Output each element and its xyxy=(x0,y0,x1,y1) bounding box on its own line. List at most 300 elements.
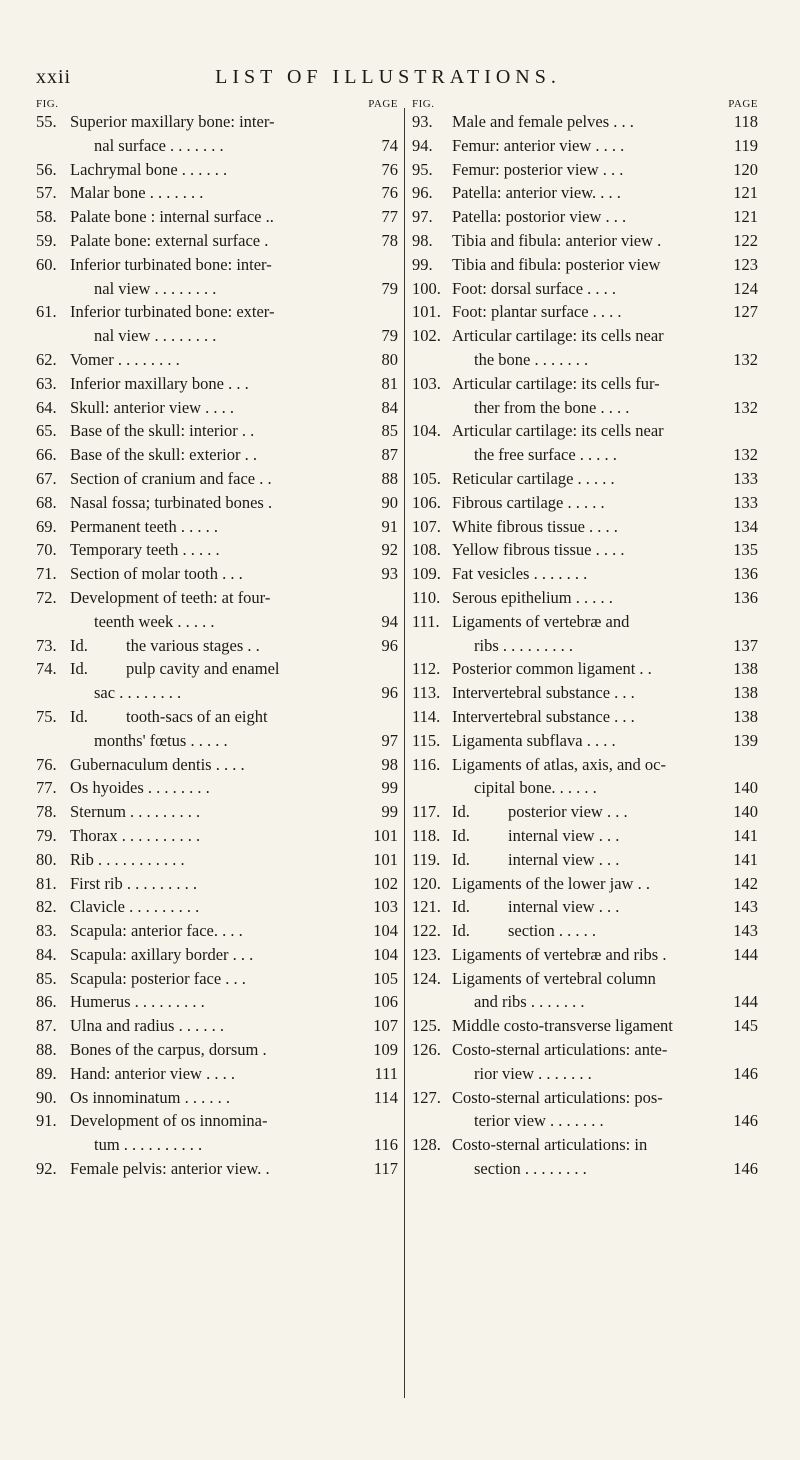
entry-text: Id. section . . . . . xyxy=(452,919,724,943)
illustration-list-left xyxy=(36,110,398,1181)
list-entry xyxy=(36,1062,398,1086)
fig-number: 93. xyxy=(412,112,433,131)
entry-text: Vomer . . . . . . . . xyxy=(70,349,180,369)
fig-number: 58. xyxy=(36,207,57,227)
fig-label: FIG. xyxy=(36,98,59,110)
entry-text: First rib . . . . . . . . . xyxy=(70,873,197,893)
list-entry xyxy=(412,515,758,539)
page-ref: 127 xyxy=(733,302,758,322)
entry-line xyxy=(412,253,758,277)
left-column xyxy=(36,92,398,1181)
running-title: LIST OF ILLUSTRATIONS. xyxy=(215,66,561,88)
list-entry xyxy=(412,158,758,182)
entry-line xyxy=(36,158,398,182)
fig-number: 118. xyxy=(412,825,441,845)
entry-line xyxy=(412,419,758,443)
page-ref: 105 xyxy=(373,968,398,988)
list-entry xyxy=(36,1086,398,1110)
entry-text: Scapula: posterior face . . . xyxy=(70,968,246,988)
page-ref: 102 xyxy=(373,873,398,893)
entry-text: Fibrous cartilage . . . . . xyxy=(452,492,605,512)
page-label: PAGE xyxy=(728,98,758,110)
fig-number: 67. xyxy=(36,468,57,488)
fig-number: 74. xyxy=(36,659,57,679)
entry-text: ther from the bone . . . . xyxy=(474,397,630,417)
list-entry xyxy=(36,181,398,205)
entry-text: Ligaments of the lower jaw . . xyxy=(452,873,650,893)
fig-number: 85. xyxy=(36,968,57,988)
page-ref: 138 xyxy=(733,683,758,703)
entry-text: Id. internal view . . . xyxy=(452,848,724,872)
fig-number: 82. xyxy=(36,897,57,917)
page-ref: 146 xyxy=(733,1111,758,1131)
entry-line xyxy=(36,895,398,919)
page-ref: 99 xyxy=(381,778,398,798)
page-ref: 88 xyxy=(381,468,398,488)
fig-number: 63. xyxy=(36,373,57,393)
entry-text: Id. pulp cavity and enamel xyxy=(70,657,398,681)
list-entry xyxy=(412,1038,758,1086)
page-ref: 98 xyxy=(381,754,398,774)
page-label: PAGE xyxy=(368,98,398,110)
column-header xyxy=(412,92,758,110)
page-ref: 74 xyxy=(381,135,398,155)
page-ref: 79 xyxy=(381,278,398,298)
entry-line xyxy=(412,681,758,705)
entry-line xyxy=(36,515,398,539)
page-ref: 119 xyxy=(733,135,758,155)
page-ref: 96 xyxy=(381,683,398,703)
fig-number: 80. xyxy=(36,849,57,869)
page-ref: 104 xyxy=(373,921,398,941)
fig-number: 99. xyxy=(412,254,433,274)
page-ref: 101 xyxy=(373,825,398,845)
ibid-label: Id. xyxy=(70,706,88,726)
entry-line xyxy=(412,848,758,872)
ibid-label: Id. xyxy=(452,897,470,917)
entry-text: Ligaments of atlas, axis, and oc- xyxy=(452,754,666,774)
page-ref: 121 xyxy=(733,183,758,203)
entry-line xyxy=(412,990,758,1014)
list-entry xyxy=(412,586,758,610)
entry-text: nal view . . . . . . . . xyxy=(94,326,217,346)
page-ref: 146 xyxy=(733,1159,758,1179)
entry-line xyxy=(412,586,758,610)
entry-text: Development of teeth: at four- xyxy=(70,587,271,607)
fig-number: 81. xyxy=(36,873,57,893)
fig-number: 98. xyxy=(412,230,433,250)
fig-number: 64. xyxy=(36,397,57,417)
fig-number: 96. xyxy=(412,183,433,203)
entry-line xyxy=(412,610,758,634)
page-ref: 137 xyxy=(733,635,758,655)
fig-number: 87. xyxy=(36,1016,57,1036)
page-ref: 132 xyxy=(733,397,758,417)
page-ref: 80 xyxy=(381,349,398,369)
entry-text: Ligaments of vertebræ and ribs . xyxy=(452,944,667,964)
page-ref: 141 xyxy=(733,849,758,869)
entry-line xyxy=(412,943,758,967)
list-entry xyxy=(412,705,758,729)
ibid-label: Id. xyxy=(452,921,470,941)
fig-number: 100. xyxy=(412,278,441,298)
entry-line xyxy=(412,1062,758,1086)
list-entry xyxy=(412,277,758,301)
list-entry xyxy=(412,562,758,586)
entry-line xyxy=(412,1157,758,1181)
entry-text: Hand: anterior view . . . . xyxy=(70,1063,235,1083)
entry-line xyxy=(412,205,758,229)
entry-text: Patella: postorior view . . . xyxy=(452,207,627,227)
entry-line xyxy=(36,205,398,229)
entry-text: Thorax . . . . . . . . . . xyxy=(70,825,201,845)
entry-line xyxy=(36,990,398,1014)
entry-text: cipital bone. . . . . . xyxy=(474,778,597,798)
fig-number: 94. xyxy=(412,135,433,155)
entry-text: the bone . . . . . . . xyxy=(474,349,589,369)
list-entry xyxy=(36,990,398,1014)
fig-number: 70. xyxy=(36,540,57,560)
page-ref: 144 xyxy=(733,944,758,964)
entry-text: Articular cartilage: its cells near xyxy=(452,326,664,346)
entry-text: Id. internal view . . . xyxy=(452,824,724,848)
entry-line xyxy=(36,634,398,658)
entry-line xyxy=(36,1109,398,1133)
entry-text: Temporary teeth . . . . . xyxy=(70,540,220,560)
fig-number: 103. xyxy=(412,373,441,393)
entry-text: Section of molar tooth . . . xyxy=(70,564,243,584)
entry-text: ribs . . . . . . . . . xyxy=(474,635,573,655)
entry-text: section . . . . . . . . xyxy=(474,1159,587,1179)
ibid-label: Id. xyxy=(452,825,470,845)
page-ref: 116 xyxy=(373,1135,398,1155)
page-ref: 143 xyxy=(733,897,758,917)
page-ref: 118 xyxy=(733,112,758,131)
entry-text: Base of the skull: interior . . xyxy=(70,421,255,441)
list-entry xyxy=(412,229,758,253)
entry-text: Nasal fossa; turbinated bones . xyxy=(70,492,273,512)
fig-number: 124. xyxy=(412,968,441,988)
entry-line xyxy=(412,729,758,753)
list-entry xyxy=(412,324,758,372)
entry-line xyxy=(36,1157,398,1181)
fig-number: 69. xyxy=(36,516,57,536)
entry-text: nal surface . . . . . . . xyxy=(94,135,224,155)
entry-text: Ligaments of vertebræ and xyxy=(452,611,630,631)
list-entry xyxy=(36,205,398,229)
entry-line xyxy=(36,824,398,848)
entry-text: Superior maxillary bone: inter- xyxy=(70,112,275,131)
page-ref: 104 xyxy=(373,944,398,964)
entry-text: Patella: anterior view. . . . xyxy=(452,183,621,203)
fig-number: 112. xyxy=(412,659,441,679)
list-entry xyxy=(412,491,758,515)
entry-line xyxy=(412,1086,758,1110)
list-entry xyxy=(36,396,398,420)
entry-text: White fibrous tissue . . . . xyxy=(452,516,618,536)
fig-number: 127. xyxy=(412,1087,441,1107)
entry-line xyxy=(36,681,398,705)
entry-line xyxy=(36,848,398,872)
list-entry xyxy=(36,372,398,396)
entry-line xyxy=(36,562,398,586)
fig-number: 125. xyxy=(412,1016,441,1036)
list-entry xyxy=(36,586,398,634)
entry-line xyxy=(36,753,398,777)
fig-number: 72. xyxy=(36,587,57,607)
page-ref: 94 xyxy=(381,611,398,631)
entry-line xyxy=(412,824,758,848)
page-ref: 78 xyxy=(381,230,398,250)
entry-text: Rib . . . . . . . . . . . xyxy=(70,849,185,869)
page-ref: 143 xyxy=(733,921,758,941)
fig-number: 77. xyxy=(36,778,57,798)
entry-text: Os innominatum . . . . . . xyxy=(70,1087,230,1107)
entry-line xyxy=(412,1109,758,1133)
fig-number: 102. xyxy=(412,326,441,346)
entry-text: rior view . . . . . . . xyxy=(474,1063,592,1083)
fig-number: 86. xyxy=(36,992,57,1012)
entry-text: Fat vesicles . . . . . . . xyxy=(452,564,588,584)
fig-number: 90. xyxy=(36,1087,57,1107)
fig-number: 119. xyxy=(412,849,441,869)
list-entry xyxy=(36,634,398,658)
ibid-label: Id. xyxy=(70,635,88,655)
page-ref: 84 xyxy=(381,397,398,417)
list-entry xyxy=(36,443,398,467)
fig-number: 122. xyxy=(412,921,441,941)
entry-text: Clavicle . . . . . . . . . xyxy=(70,897,200,917)
entry-line xyxy=(412,110,758,134)
entry-line xyxy=(36,919,398,943)
fig-number: 61. xyxy=(36,302,57,322)
entry-line xyxy=(412,467,758,491)
page-ref: 140 xyxy=(733,802,758,822)
page-ref: 91 xyxy=(381,516,398,536)
fig-number: 114. xyxy=(412,706,441,726)
entry-line xyxy=(412,1038,758,1062)
entry-line xyxy=(412,372,758,396)
entry-text: tum . . . . . . . . . . xyxy=(94,1135,203,1155)
page-ref: 87 xyxy=(381,445,398,465)
fig-number: 75. xyxy=(36,706,57,726)
entry-text: Lachrymal bone . . . . . . xyxy=(70,159,228,179)
entry-text: Scapula: axillary border . . . xyxy=(70,944,254,964)
fig-number: 101. xyxy=(412,302,441,322)
entry-line xyxy=(412,348,758,372)
entry-text: Humerus . . . . . . . . . xyxy=(70,992,205,1012)
entry-line xyxy=(36,729,398,753)
entry-text: Id. tooth-sacs of an eight xyxy=(70,705,398,729)
list-entry xyxy=(412,253,758,277)
entry-line xyxy=(412,134,758,158)
list-entry xyxy=(412,1014,758,1038)
entry-text: and ribs . . . . . . . xyxy=(474,992,585,1012)
entry-text: Costo-sternal articulations: in xyxy=(452,1135,648,1155)
entry-text: Scapula: anterior face. . . . xyxy=(70,921,243,941)
fig-number: 110. xyxy=(412,587,441,607)
entry-line xyxy=(36,324,398,348)
fig-number: 68. xyxy=(36,492,57,512)
page-ref: 132 xyxy=(733,349,758,369)
page-ref: 139 xyxy=(733,730,758,750)
page-ref: 141 xyxy=(733,825,758,845)
entry-text: Femur: anterior view . . . . xyxy=(452,135,625,155)
fig-number: 111. xyxy=(412,611,440,631)
list-entry xyxy=(36,110,398,158)
page-ref: 85 xyxy=(381,421,398,441)
fig-number: 66. xyxy=(36,445,57,465)
entry-text: Inferior turbinated bone: inter- xyxy=(70,254,272,274)
entry-line xyxy=(412,872,758,896)
entry-text: Sternum . . . . . . . . . xyxy=(70,802,201,822)
page-ref: 101 xyxy=(373,849,398,869)
fig-number: 104. xyxy=(412,421,441,441)
entry-line xyxy=(412,1014,758,1038)
entry-line xyxy=(412,443,758,467)
entry-text: Foot: plantar surface . . . . xyxy=(452,302,622,322)
entry-text: Id. posterior view . . . xyxy=(452,800,724,824)
fig-number: 91. xyxy=(36,1111,57,1131)
list-entry xyxy=(36,657,398,705)
page-ref: 81 xyxy=(381,373,398,393)
entry-text: Id. the various stages . . xyxy=(70,634,364,658)
page-ref: 76 xyxy=(381,159,398,179)
page-ref: 106 xyxy=(373,992,398,1012)
entry-text: Posterior common ligament . . xyxy=(452,659,652,679)
entry-text: Inferior maxillary bone . . . xyxy=(70,373,249,393)
list-entry xyxy=(36,253,398,301)
ibid-label: Id. xyxy=(70,659,88,679)
entry-text: Tibia and fibula: anterior view . xyxy=(452,230,662,250)
entry-text: Costo-sternal articulations: pos- xyxy=(452,1087,663,1107)
page-ref: 145 xyxy=(733,1016,758,1036)
list-entry xyxy=(36,872,398,896)
column-header xyxy=(36,92,398,110)
entry-line xyxy=(36,229,398,253)
entry-line xyxy=(412,396,758,420)
list-entry xyxy=(36,705,398,753)
entry-text: Intervertebral substance . . . xyxy=(452,706,635,726)
ibid-label: Id. xyxy=(452,802,470,822)
entry-text: Development of os innomina- xyxy=(70,1111,268,1131)
fig-number: 78. xyxy=(36,802,57,822)
entry-text: Yellow fibrous tissue . . . . xyxy=(452,540,625,560)
page-ref: 140 xyxy=(733,778,758,798)
page-ref: 138 xyxy=(733,659,758,679)
fig-number: 95. xyxy=(412,159,433,179)
list-entry xyxy=(412,943,758,967)
fig-number: 106. xyxy=(412,492,441,512)
fig-number: 55. xyxy=(36,112,57,131)
page-ref: 120 xyxy=(733,159,758,179)
fig-number: 123. xyxy=(412,944,441,964)
page-ref: 77 xyxy=(381,207,398,227)
column-divider xyxy=(404,108,405,1398)
entry-text: nal view . . . . . . . . xyxy=(94,278,217,298)
entry-text: Foot: dorsal surface . . . . xyxy=(452,278,617,298)
entry-text: Section of cranium and face . . xyxy=(70,468,272,488)
page-ref: 133 xyxy=(733,492,758,512)
entry-line xyxy=(412,634,758,658)
page-ref: 111 xyxy=(374,1063,398,1083)
list-entry xyxy=(412,753,758,801)
list-entry xyxy=(36,158,398,182)
page-ref: 134 xyxy=(733,516,758,536)
page-ref: 146 xyxy=(733,1063,758,1083)
entry-line xyxy=(36,872,398,896)
entry-text: Male and female pelves . . . xyxy=(452,112,634,131)
list-entry xyxy=(36,1109,398,1157)
list-entry xyxy=(412,205,758,229)
entry-text: Costo-sternal articulations: ante- xyxy=(452,1040,668,1060)
right-column xyxy=(412,92,758,1181)
list-entry xyxy=(36,848,398,872)
list-entry xyxy=(36,967,398,991)
list-entry xyxy=(36,467,398,491)
entry-text: Femur: posterior view . . . xyxy=(452,159,624,179)
list-entry xyxy=(412,372,758,420)
list-entry xyxy=(36,562,398,586)
list-entry xyxy=(412,419,758,467)
entry-line xyxy=(412,277,758,301)
fig-number: 56. xyxy=(36,159,57,179)
fig-number: 120. xyxy=(412,873,441,893)
list-entry xyxy=(412,681,758,705)
ibid-label: Id. xyxy=(452,849,470,869)
entry-line xyxy=(36,1086,398,1110)
entry-text: Articular cartilage: its cells near xyxy=(452,421,664,441)
page-ref: 103 xyxy=(373,897,398,917)
list-entry xyxy=(412,467,758,491)
entry-line xyxy=(36,277,398,301)
page-ref: 136 xyxy=(733,564,758,584)
entry-line xyxy=(36,586,398,610)
entry-line xyxy=(36,1038,398,1062)
entry-line xyxy=(36,253,398,277)
list-entry xyxy=(412,895,758,919)
entry-line xyxy=(36,372,398,396)
entry-line xyxy=(36,1014,398,1038)
entry-text: Reticular cartilage . . . . . xyxy=(452,468,615,488)
entry-text: Ulna and radius . . . . . . xyxy=(70,1016,224,1036)
fig-number: 57. xyxy=(36,183,57,203)
entry-line xyxy=(36,491,398,515)
entry-text: Bones of the carpus, dorsum . xyxy=(70,1040,267,1060)
list-entry xyxy=(36,491,398,515)
page-ref: 79 xyxy=(381,326,398,346)
entry-line xyxy=(412,562,758,586)
entry-text: Base of the skull: exterior . . xyxy=(70,445,257,465)
entry-line xyxy=(36,705,398,729)
list-entry xyxy=(36,348,398,372)
page-ref: 92 xyxy=(381,540,398,560)
fig-number: 115. xyxy=(412,730,441,750)
list-entry xyxy=(36,776,398,800)
fig-number: 92. xyxy=(36,1159,57,1179)
entry-line xyxy=(36,443,398,467)
list-entry xyxy=(412,610,758,658)
list-entry xyxy=(36,419,398,443)
list-entry xyxy=(412,110,758,134)
entry-text: Inferior turbinated bone: exter- xyxy=(70,302,275,322)
entry-line xyxy=(412,967,758,991)
page-ref: 114 xyxy=(373,1087,398,1107)
entry-line xyxy=(412,158,758,182)
page-ref: 121 xyxy=(733,207,758,227)
entry-text: Articular cartilage: its cells fur- xyxy=(452,373,660,393)
list-entry xyxy=(412,134,758,158)
